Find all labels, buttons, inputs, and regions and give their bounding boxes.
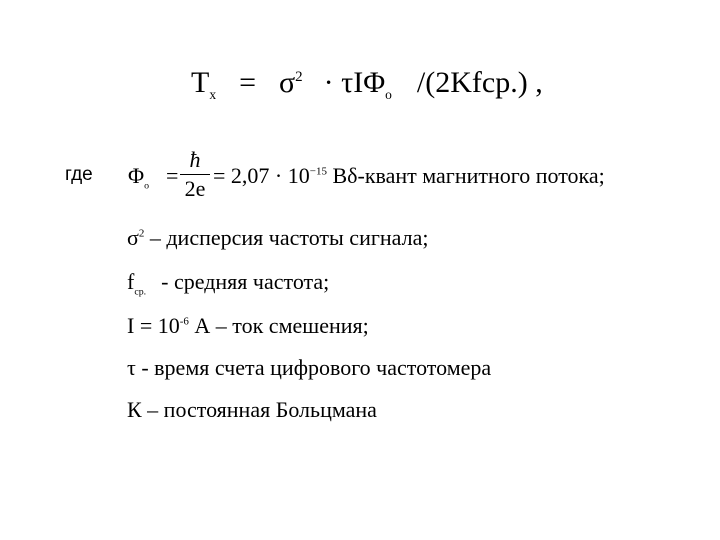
i-exponent: -6 xyxy=(179,315,189,328)
fraction-bar xyxy=(180,174,210,175)
phi0-definition-rhs xyxy=(213,163,605,189)
where-label: где xyxy=(65,164,93,185)
k-definition-line: К – постоянная Больцмана xyxy=(127,397,377,422)
tau-definition-line: τ - время счета цифрового частотомера xyxy=(127,355,492,380)
formula-phi-subscript: o xyxy=(385,87,392,102)
fraction-numerator: ħ xyxy=(189,147,201,172)
formula-tau-i-phi: τIΦ xyxy=(341,66,386,99)
fraction-denominator: 2e xyxy=(184,176,206,201)
main-formula xyxy=(191,66,543,103)
sigma-definition-line xyxy=(127,225,428,251)
sigma-description: – дисперсия частоты сигнала; xyxy=(149,225,429,250)
f-subscript: ср. xyxy=(134,286,147,298)
sigma-exponent: 2 xyxy=(138,227,145,240)
f-symbol: f xyxy=(127,269,135,294)
formula-T-subscript: x xyxy=(209,87,217,102)
f-definition-line xyxy=(127,269,329,297)
phi0-equals: = xyxy=(166,163,179,188)
i-definition-line xyxy=(127,313,369,339)
phi0-subscript: o xyxy=(144,180,150,192)
formula-T: T xyxy=(191,66,210,99)
i-value: I = 10 xyxy=(127,313,180,338)
i-description: А – ток смешения; xyxy=(194,313,369,338)
formula-tail: /(2Kfcp.) , xyxy=(416,66,543,99)
phi0-exponent: −15 xyxy=(309,165,327,178)
formula-sigma-exponent: 2 xyxy=(295,69,303,85)
hbar-over-2e-fraction xyxy=(180,148,210,201)
formula-dot: · xyxy=(323,66,334,99)
formula-equals: = xyxy=(239,66,256,99)
f-description: - средняя частота; xyxy=(161,269,330,294)
formula-sigma: σ xyxy=(279,66,296,99)
phi0-value: = 2,07 · 10 xyxy=(213,163,310,188)
phi0-definition-lhs xyxy=(128,163,178,191)
sigma-symbol: σ xyxy=(127,225,139,250)
phi0-description: Вδ-квант магнитного потока; xyxy=(332,163,605,188)
phi0-symbol: Φ xyxy=(128,163,145,188)
